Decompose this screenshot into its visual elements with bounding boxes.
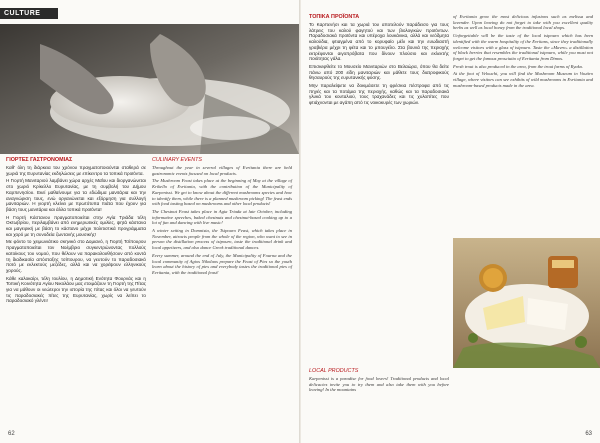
greek-heading-right: ΤΟΠΙΚΑ ΠΡΟΪΟΝΤΑ [309,14,360,20]
right-page [301,0,600,443]
greek-heading: ΓΙΟΡΤΕΣ ΓΑΣΤΡΟΝΟΜΙΑΣ [6,157,73,163]
photo-illustration [0,24,299,154]
english-paragraph: The Chestnut Feast takes place in Agia Triada at late October, including informative speeches, baked chestnuts and chestnut-based cooking up to a lot of fun and dancing with live music! [152,208,292,226]
english-heading-right: LOCAL PRODUCTS [309,368,359,374]
english-paragraph: The Mushroom Feast takes place at the beginning of May at the village of Krikello of Evritania, with the contribution of the Municipality of Karpenissi. We get to know about the different mushrooms species and how to identify them, while there is a planned mushroom picking! The feast ends with food tasting based on mushrooms and other local products! [152,178,292,207]
greek-paragraph: Καθ' όλη τη διάρκεια του χρόνου πραγματοποιούνται σταθερά σε χωριά της Ευρυτανίας εκδηλώσεις με επίκεντρο τα τοπικά προϊόντα. [6,165,146,176]
food-illustration [453,238,600,368]
english-paragraph: A winter setting in Domnista, the Tsipouro Feast, which takes place in November, attracts people from the whole of the region, who want to see in person the distillation process of tsipouro, taste the traditional drink and local appetizers, and also dance Greek traditional dances. [152,228,292,251]
english-paragraph: Unforgettable will be the taste of the local tsipouro which has been identified with the warm hospitality of the Evritans, since they traditionally welcome visitors with a glass of tsipouro. Taste the «Mavro» a distillation of black berries that resembles the traditional tsipouro, while you must not forget to get the famous prosciutto of Evritania from Dimos. [453,33,593,61]
greek-paragraph: Μην παραλείψετε να δοκιμάσετε τη φρέσκια πέστροφα από τις πηγές και τα ποτάμια της περιοχής, καθώς και τα παραδοσιακά γλυκά του κουταλιού, τους τραχανάδες και τις χυλοπίτες που φτιάχνονται με αγάπη από τις νοικοκυρές των χωριών. [309,83,449,106]
english-paragraph: of Evritania grow the most delicious infusions such as melissa and lavender. Upon leaving do not forget to take with you excellent quality herbs as well as local honey from the traditional local shops. [453,14,593,31]
english-heading: CULINARY EVENTS [152,157,203,163]
cheese-and-honey-photo [453,238,600,368]
greek-paragraph: Το Καρπενήσι και τα χωριά του αποτελούν παράδεισο για τους λάτρεις του καλού φαγητού και των βιολογικών προϊόντων. Παραδοσιακά προϊόντα και υπέροχα λουκάνικα, αλλά και νεόδμητα καλούδια, φτιαγμένα από το κορυφαίο μέλι και την ευωδιαστή γραβιέρα μέχρι τη φέτα και το μπουγέλο. Στα βουνά της περιοχής εκτρέφονται αιγοπρόβατα που δίνουν πλούσιο και εκλεκτής ποιότητας γάλα. [309,22,449,62]
greek-paragraph: Επισκεφθείτε το Μουσείο Μανιταριών στο Βελαώρα, όπου θα δείτε πάνω από 200 είδη μανιταριών και μάθετε τους διατροφικούς θησαυρούς της ευρυτανικής φύσης. [309,63,449,81]
greek-paragraph: Η Γιορτή Μανιταριού λαμβάνει χώρα αρχές Μαΐου και διοργανώνεται στο χωριό Κρίκελλο Ευρυτανίας, με τη συμβολή του Δήμου Καρπενησίου. Εκεί μαθαίνουμε για τα εδώδιμα μανιτάρια και την αναγνώριση τους, ενώ οργανώνεται και εξόρμηση για συλλογή μανιταριών. Η γιορτή κλείνει με πρωτότυπα πιάτα που έχουν για βάση τους μανιτάρια και άλλα τοπικά προϊόντα! [6,178,146,212]
greek-paragraph: Με φόντο το χειμωνιάτικο σκηνικό στο Δομιανό, η Γιορτή Τσίπουρου πραγματοποιείται τον Νοέμβριο συγκεντρώνοντας πολλούς κατοίκους του νομού, που θέλουν να παρακολουθήσουν από κοντά τη διαδικασία απόσταξης τσίπουρου, να γευτούν το παραδοσιακό ποτό με εκλεκτούς μεζέδες, αλλά και να χορέψουν ελληνικούς χορούς. [6,239,146,273]
local-products-english [309,368,449,395]
page-number-left: 62 [8,431,15,437]
english-paragraph: Karpenissi is a paradise for food lovers! Traditional products and local delicacies invite you to try them and also take them with you before leaving! In the mountains [309,376,449,393]
english-paragraph: Every summer, around the end of July, the Municipality of Fourna and the local community of Agios Nikolaos prepare the Feast of Pies so the youth learn about the history of pies and everybody tastes the traditional pies of Evritania, with the traditional feast! [152,252,292,275]
page-number-right: 63 [585,431,592,437]
left-page [0,0,299,443]
english-paragraph: At the foot of Velouchi, you will find the Mushroom Museum in Voutiro village, where visitors can see exhibits of wild mushrooms in Evritania and mushroom-based products made in the area. [453,71,593,88]
english-column-left [152,157,292,278]
hands-kneading-dough-photo [0,24,299,154]
greek-paragraph: Κάθε καλοκαίρι, τέλη Ιουλίου, η Δημοτική Ενότητα Φουρνάς και η Τοπική Κοινότητα Αγίου Νικολάου μας ετοιμάζουν τη Γιορτή της Πίτας για να μάθουν οι νεώτεροι την ιστορία της πίτας και όλοι να γευτούν τις παραδοσιακές πίτες της Ευρυτανίας, χωρίς να λείπει το παραδοσιακό γλέντι! [6,275,146,304]
greek-column-right [309,14,449,108]
greek-column-left [6,157,146,306]
english-column-right [453,14,593,90]
english-paragraph: Throughout the year in several villages of Evritania there are held gastronomic events focused on local products. [152,165,292,176]
english-paragraph: Fresh trout is also produced in the area, from the trout farms of Ryako. [453,63,584,69]
greek-paragraph: Η Γιορτή Κάστανου πραγματοποιείται στην Αγία Τριάδα τέλη Οκτωβρίου, περιλαμβάνει από ενημερωτικές ομιλίες, ψητά κάστανα και μαγειρική με βάση το κάστανο μέχρι πολιτιστικά προγράμματα και χορό με τη συνοδεία ζωντανής μουσικής! [6,214,146,237]
section-tab: CULTURE [0,8,58,19]
